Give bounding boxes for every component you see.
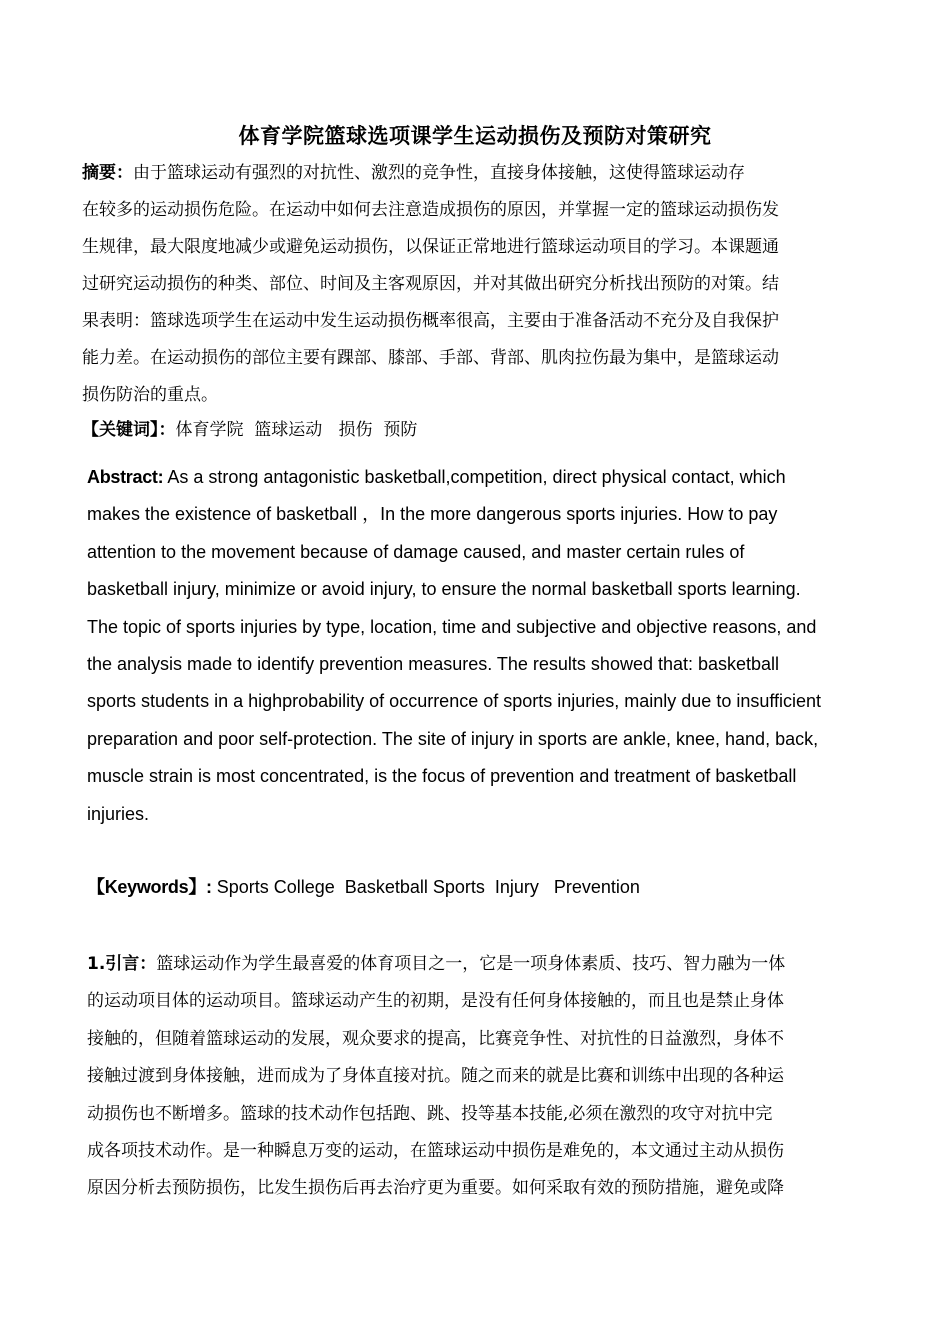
intro-line: 接触过渡到身体接触，进而成为了身体直接对抗。随之而来的就是比赛和训练中出现的各种运 <box>87 1066 784 1087</box>
abstract-en-line <box>87 459 877 496</box>
intro-line: 成各项技术动作。是一种瞬息万变的运动，在篮球运动中损伤是难免的，本文通过主动从损伤 <box>87 1140 784 1161</box>
abstract-en-line: preparation and poor self-protection. The site of injury in sports are ankle, knee, hand, back, <box>87 728 819 749</box>
intro-line: 原因分析去预防损伤，比发生损伤后再去治疗更为重要。如何采取有效的预防措施，避免或降 <box>87 1178 784 1199</box>
keywords-cn-value: 体育学院 篮球运动 损伤 预防 <box>175 420 418 440</box>
abstract-en-line: sports students in a highprobability of occurrence of sports injuries, mainly due to insufficient <box>87 691 822 712</box>
abstract-en-line: makes the existence of basketball ，In the more dangerous sports injuries. How to pay <box>87 504 778 525</box>
abstract-cn-line: 果表明：篮球选项学生在运动中发生运动损伤概率很高，主要由于准备活动不充分及自我保护 <box>82 311 779 331</box>
abstract-en-label: Abstract: <box>87 467 164 487</box>
abstract-cn <box>82 155 874 414</box>
abstract-en-line: attention to the movement because of damage caused, and master certain rules of <box>87 541 745 562</box>
abstract-cn-line: 过研究运动损伤的种类、部位、时间及主客观原因，并对其做出研究分析找出预防的对策。结 <box>82 274 779 294</box>
abstract-cn-line: 损伤防治的重点。 <box>82 385 218 405</box>
abstract-en-line: the analysis made to identify prevention measures. The results showed that: basketball <box>87 653 780 674</box>
keywords-cn <box>82 415 417 445</box>
intro-section <box>87 946 877 1208</box>
abstract-en <box>87 459 877 833</box>
intro-text: 篮球运动作为学生最喜爱的体育项目之一，它是一项身体素质、技巧、智力融为一体 <box>156 954 786 974</box>
abstract-en-text: As a strong antagonistic basketball,competition, direct physical contact, which <box>163 467 786 487</box>
abstract-cn-line: 在较多的运动损伤危险。在运动中如何去注意造成损伤的原因，并掌握一定的篮球运动损伤发 <box>82 200 779 220</box>
keywords-en-value: Sports College Basketball Sports Injury Prevention <box>211 877 640 897</box>
abstract-cn-text: 由于篮球运动有强烈的对抗性、激烈的竞争性，直接身体接触，这使得篮球运动存 <box>133 163 745 183</box>
abstract-en-line: injuries. <box>87 803 150 824</box>
abstract-en-line: muscle strain is most concentrated, is the focus of prevention and treatment of basketball <box>87 766 797 787</box>
abstract-en-line: basketball injury, minimize or avoid injury, to ensure the normal basketball sports learning. <box>87 579 801 600</box>
abstract-cn-line <box>82 155 874 192</box>
abstract-cn-line: 生规律，最大限度地减少或避免运动损伤，以保证正常地进行篮球运动项目的学习。本课题通 <box>82 237 779 257</box>
page-title: 体育学院篮球选项课学生运动损伤及预防对策研究 <box>238 124 712 148</box>
keywords-en-label: 【Keywords】: <box>87 877 212 897</box>
abstract-en-line: The topic of sports injuries by type, location, time and subjective and objective reasons, and <box>87 616 817 637</box>
intro-line: 动损伤也不断增多。篮球的技术动作包括跑、跳、投等基本技能,必须在激烈的攻守对抗中完 <box>87 1103 773 1124</box>
abstract-cn-line: 能力差。在运动损伤的部位主要有踝部、膝部、手部、背部、肌肉拉伤最为集中，是篮球运动 <box>82 348 779 368</box>
intro-label: 1.引言： <box>87 954 157 974</box>
abstract-cn-label: 摘要： <box>82 163 133 183</box>
keywords-en <box>87 872 640 902</box>
intro-line <box>87 946 877 983</box>
keywords-cn-label: 【关键词】： <box>82 420 176 440</box>
intro-line: 接触的，但随着篮球运动的发展，观众要求的提高，比赛竞争性、对抗性的日益激烈，身体不 <box>87 1028 784 1049</box>
intro-line: 的运动项目体的运动项目。篮球运动产生的初期，是没有任何身体接触的，而且也是禁止身体 <box>87 991 784 1012</box>
